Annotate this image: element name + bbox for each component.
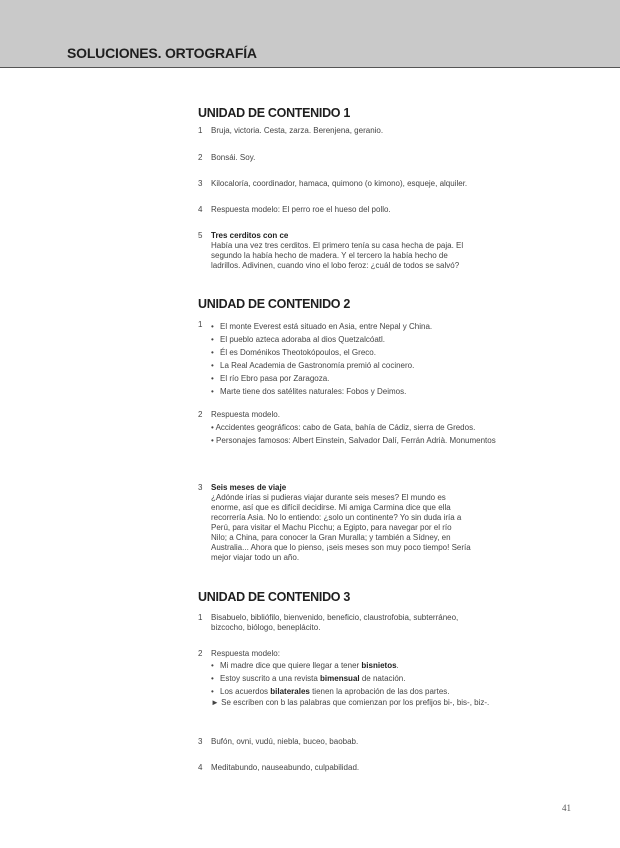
unit-1-item-1-number: 1 bbox=[198, 126, 203, 135]
unit-3-item-3-number: 3 bbox=[198, 737, 203, 746]
list-item-text: Mi madre dice que quiere llegar a tener bbox=[220, 661, 362, 670]
unit-1-item-4-number: 4 bbox=[198, 205, 203, 214]
unit-3-item-1-block bbox=[211, 613, 510, 633]
page-title: SOLUCIONES. ORTOGRAFÍA bbox=[67, 45, 257, 61]
list-item bbox=[211, 685, 510, 698]
highlighted-word: bisnietos bbox=[361, 661, 397, 670]
page-number: 41 bbox=[562, 803, 571, 813]
unit-2-item-2-number: 2 bbox=[198, 410, 203, 419]
list-item-text: Personajes famosos: Albert Einstein, Salvador Dalí, Ferrán Adrià. Monumentos bbox=[216, 436, 496, 445]
unit-2-item-3-line: Australia... Ahora que lo pienso, ¡seis meses son muy poco tiempo! Sería bbox=[211, 543, 471, 552]
unit-1-item-5-line: ladrillos. Adivinen, cuando vino el lobo feroz: ¿cuál de todos se salvó? bbox=[211, 261, 460, 270]
unit-1-item-5-subtitle: Tres cerditos con ce bbox=[211, 231, 289, 240]
list-item-text: Estoy suscrito a una revista bbox=[220, 674, 321, 683]
unit-1-item-5-line: Había una vez tres cerditos. El primero tenía su casa hecha de paja. El bbox=[211, 241, 464, 250]
unit-2-item-3-line: recorrería Asia. No lo entiendo: ¿solo un continente? Yo sin duda iría a bbox=[211, 513, 462, 522]
list-item: • Marte tiene dos satélites naturales: Fobos y Deimos. bbox=[211, 385, 510, 398]
unit-2-item-3-line: Perú, para visitar el Machu Picchu; a Egipto, para navegar por el río bbox=[211, 523, 452, 532]
highlighted-word: bimensual bbox=[320, 674, 360, 683]
unit-2-item-3-line: Nilo; a China, para conocer la Gran Muralla; y también a Sídney, en bbox=[211, 533, 451, 542]
highlighted-word: bilaterales bbox=[270, 687, 310, 696]
unit-1-item-5-block bbox=[211, 231, 510, 271]
unit-1-item-3-text: Kilocaloría, coordinador, hamaca, quimono (o kimono), esqueje, alquiler. bbox=[211, 179, 468, 188]
unit-1-title: UNIDAD DE CONTENIDO 1 bbox=[198, 106, 351, 120]
list-item-text: Accidentes geográficos: cabo de Gata, bahía de Cádiz, sierra de Gredos. bbox=[215, 423, 476, 432]
unit-2-item-3-line: enorme, así que es difícil decidirse. Mi amiga Carmina dice que ella bbox=[211, 503, 451, 512]
list-item bbox=[211, 659, 510, 672]
unit-3-item-2-intro: Respuesta modelo: bbox=[211, 649, 280, 658]
list-item-text: de natación. bbox=[359, 674, 406, 683]
unit-1-item-4-text: Respuesta modelo: El perro roe el hueso del pollo. bbox=[211, 205, 391, 214]
unit-3-title: UNIDAD DE CONTENIDO 3 bbox=[198, 590, 351, 604]
list-item: • El monte Everest está situado en Asia, entre Nepal y China. bbox=[211, 320, 510, 333]
unit-1-item-2-number: 2 bbox=[198, 153, 203, 162]
list-item: • La Real Academia de Gastronomía premió al cocinero. bbox=[211, 359, 510, 372]
unit-2-item-3-subtitle: Seis meses de viaje bbox=[211, 483, 287, 492]
unit-1-item-5-number: 5 bbox=[198, 231, 203, 240]
unit-3-item-2-number: 2 bbox=[198, 649, 203, 658]
unit-3-item-4-text: Meditabundo, nauseabundo, culpabilidad. bbox=[211, 763, 360, 772]
unit-3-item-2-note: ► Se escriben con b las palabras que comienzan por los prefijos bi-, bis-, biz-. bbox=[211, 698, 490, 707]
list-item: • Él es Doménikos Theotokópoulos, el Greco. bbox=[211, 346, 510, 359]
unit-2-item-3-line: mejor viajar todo un año. bbox=[211, 553, 300, 562]
unit-2-item-2-block bbox=[211, 410, 510, 446]
unit-2-item-3-line: ¿Adónde irías si pudieras viajar durante seis meses? El mundo es bbox=[211, 493, 446, 502]
unit-3-item-1-line: Bisabuelo, bibliófilo, bienvenido, beneficio, claustrofobia, subterráneo, bbox=[211, 613, 459, 622]
unit-2-item-1-number: 1 bbox=[198, 320, 203, 329]
list-item: • Personajes famosos: Albert Einstein, Salvador Dalí, Ferrán Adrià. Monumentos bbox=[211, 436, 496, 445]
list-item-text: . bbox=[396, 661, 399, 670]
list-item-text: tienen la aprobación de las dos partes. bbox=[309, 687, 450, 696]
list-item: • Accidentes geográficos: cabo de Gata, bahía de Cádiz, sierra de Gredos. bbox=[211, 423, 476, 432]
list-item: • El río Ebro pasa por Zaragoza. bbox=[211, 372, 510, 385]
unit-3-item-4-number: 4 bbox=[198, 763, 203, 772]
unit-1-item-2-text: Bonsái. Soy. bbox=[211, 153, 256, 162]
unit-3-item-1-number: 1 bbox=[198, 613, 203, 622]
unit-3-item-1-line: bizcocho, biólogo, beneplácito. bbox=[211, 623, 321, 632]
unit-1-item-3-number: 3 bbox=[198, 179, 203, 188]
unit-3-item-3-text: Bufón, ovni, vudú, niebla, buceo, baobab. bbox=[211, 737, 359, 746]
unit-2-item-3-number: 3 bbox=[198, 483, 203, 492]
unit-2-item-2-intro: Respuesta modelo. bbox=[211, 410, 280, 419]
unit-2-item-3-block bbox=[211, 483, 510, 563]
list-item bbox=[211, 672, 510, 685]
unit-3-item-2-block bbox=[211, 649, 510, 708]
list-item-text: Los acuerdos bbox=[220, 687, 271, 696]
unit-1-item-5-line: segundo la había hecho de madera. Y el tercero la había hecho de bbox=[211, 251, 448, 260]
list-item: • El pueblo azteca adoraba al dios Quetzalcóatl. bbox=[211, 333, 510, 346]
unit-1-item-1-text: Bruja, victoria. Cesta, zarza. Berenjena, geranio. bbox=[211, 126, 384, 135]
unit-2-title: UNIDAD DE CONTENIDO 2 bbox=[198, 297, 351, 311]
unit-2-item-1-list bbox=[211, 320, 510, 398]
